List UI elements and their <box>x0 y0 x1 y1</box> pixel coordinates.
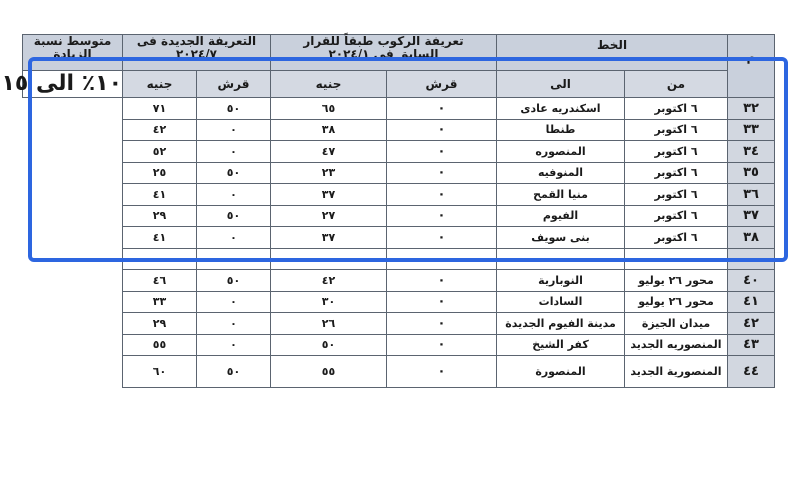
fare-rows <box>23 98 775 388</box>
new-pound: ٤١ <box>123 227 197 249</box>
new-qirsh <box>197 248 271 270</box>
route-to: مدينة الفيوم الجديدة <box>497 313 625 335</box>
new-pound: ٤٢ <box>123 119 197 141</box>
route-from: المنصورية الجديد <box>625 356 728 388</box>
header-old-fare-line2: السابق فى ٢٠٢٤/١ <box>328 47 439 61</box>
header-new-fare-line1: التعريفة الجديدة فى <box>136 34 257 48</box>
new-qirsh: ٠ <box>197 227 271 249</box>
new-pound: ٢٩ <box>123 205 197 227</box>
new-qirsh: ٠ <box>197 291 271 313</box>
table-row <box>23 334 775 356</box>
new-pound: ٥٢ <box>123 141 197 163</box>
route-from: ٦ اكتوبر <box>625 119 728 141</box>
table-row <box>23 119 775 141</box>
old-qirsh: ٠ <box>387 291 497 313</box>
route-from: ٦ اكتوبر <box>625 98 728 120</box>
old-pound: ٣٧ <box>271 184 387 206</box>
route-to: المنوفيه <box>497 162 625 184</box>
old-qirsh: ٠ <box>387 334 497 356</box>
old-pound: ٢٧ <box>271 205 387 227</box>
new-qirsh: ٠ <box>197 184 271 206</box>
row-number: ٤٤ <box>728 356 775 388</box>
route-from <box>625 248 728 270</box>
old-pound: ٢٦ <box>271 313 387 335</box>
old-qirsh: ٠ <box>387 141 497 163</box>
route-to: اسكندريه عادى <box>497 98 625 120</box>
row-number: ٣٨ <box>728 227 775 249</box>
old-qirsh: ٠ <box>387 184 497 206</box>
route-from: ٦ اكتوبر <box>625 184 728 206</box>
new-pound <box>123 248 197 270</box>
route-to: طنطا <box>497 119 625 141</box>
route-to: المنصورة <box>497 356 625 388</box>
route-from: ميدان الجيزة <box>625 313 728 335</box>
old-pound: ٣٧ <box>271 227 387 249</box>
table-row <box>23 184 775 206</box>
route-to <box>497 248 625 270</box>
row-number: ٤٣ <box>728 334 775 356</box>
header-row-number <box>728 35 775 98</box>
new-qirsh: ٥٠ <box>197 205 271 227</box>
old-qirsh: ٠ <box>387 162 497 184</box>
new-qirsh: ٥٠ <box>197 162 271 184</box>
old-qirsh: ٠ <box>387 356 497 388</box>
old-pound: ٤٢ <box>271 270 387 292</box>
new-qirsh: ٥٠ <box>197 98 271 120</box>
table-row-obscured <box>23 248 775 270</box>
route-to: كفر الشيخ <box>497 334 625 356</box>
new-pound: ٢٥ <box>123 162 197 184</box>
fare-table-container <box>1 34 774 388</box>
row-number: ٤٢ <box>728 313 775 335</box>
header-row-number-label: م <box>746 50 756 64</box>
fare-table <box>1 34 775 388</box>
header-line-label: الخط <box>596 38 628 52</box>
table-row <box>23 313 775 335</box>
old-pound: ٢٣ <box>271 162 387 184</box>
old-pound: ٥٥ <box>271 356 387 388</box>
old-qirsh: ٠ <box>387 227 497 249</box>
table-row <box>23 270 775 292</box>
old-qirsh: ٠ <box>387 313 497 335</box>
new-pound: ٢٩ <box>123 313 197 335</box>
table-row <box>23 162 775 184</box>
subheader-from: من <box>625 71 728 98</box>
old-qirsh: ٠ <box>387 98 497 120</box>
new-qirsh: ٠ <box>197 334 271 356</box>
header-old-fare-line1: تعريفة الركوب طبقاً للقرار <box>303 34 464 48</box>
row-number: ٣٣ <box>728 119 775 141</box>
new-qirsh: ٠ <box>197 141 271 163</box>
row-number <box>728 248 775 270</box>
new-qirsh: ٠ <box>197 119 271 141</box>
new-qirsh: ٥٠ <box>197 356 271 388</box>
route-from: ٦ اكتوبر <box>625 162 728 184</box>
old-qirsh: ٠ <box>387 270 497 292</box>
old-pound: ٣٠ <box>271 291 387 313</box>
new-pound: ٦٠ <box>123 356 197 388</box>
old-qirsh: ٠ <box>387 119 497 141</box>
new-pound: ٧١ <box>123 98 197 120</box>
row-number: ٣٥ <box>728 162 775 184</box>
route-to: المنصوره <box>497 141 625 163</box>
subheader-old-qirsh: قرش <box>387 71 497 98</box>
route-to: السادات <box>497 291 625 313</box>
row-number: ٣٧ <box>728 205 775 227</box>
header-new-fare <box>123 35 271 71</box>
route-from: ٦ اكتوبر <box>625 141 728 163</box>
header-avg-line2: الزيادة <box>53 47 92 61</box>
new-qirsh: ٠ <box>197 313 271 335</box>
subheader-new-pound: جنيه <box>123 71 197 98</box>
route-from: محور ٢٦ يوليو <box>625 270 728 292</box>
old-pound: ٥٠ <box>271 334 387 356</box>
table-row <box>23 205 775 227</box>
route-from: المنصوريه الجديد <box>625 334 728 356</box>
subheader-new-qirsh: قرش <box>197 71 271 98</box>
new-pound: ٥٥ <box>123 334 197 356</box>
table-row <box>23 98 775 120</box>
table-row <box>23 227 775 249</box>
table-row <box>23 291 775 313</box>
row-number: ٣٢ <box>728 98 775 120</box>
subheader-to: الى <box>497 71 625 98</box>
increase-range-cell <box>1 71 123 98</box>
header-new-fare-line2: ٢٠٢٤/٧ <box>175 47 217 61</box>
route-to: بنى سويف <box>497 227 625 249</box>
new-pound: ٤٦ <box>123 270 197 292</box>
old-pound: ٤٧ <box>271 141 387 163</box>
route-from: ٦ اكتوبر <box>625 227 728 249</box>
new-qirsh: ٥٠ <box>197 270 271 292</box>
increase-range-text: ١٠٪ الى ١٥ <box>1 71 122 96</box>
row-number: ٤٠ <box>728 270 775 292</box>
row-number: ٣٤ <box>728 141 775 163</box>
old-pound: ٣٨ <box>271 119 387 141</box>
header-avg-increase <box>23 35 123 71</box>
table-row <box>23 141 775 163</box>
new-pound: ٣٣ <box>123 291 197 313</box>
old-pound: ٦٥ <box>271 98 387 120</box>
old-pound <box>271 248 387 270</box>
route-from: ٦ اكتوبر <box>625 205 728 227</box>
route-to: منيا القمح <box>497 184 625 206</box>
table-row <box>23 356 775 388</box>
old-qirsh <box>387 248 497 270</box>
header-line <box>497 35 728 71</box>
subheader-old-pound: جنيه <box>271 71 387 98</box>
row-number: ٤١ <box>728 291 775 313</box>
old-qirsh: ٠ <box>387 205 497 227</box>
new-pound: ٤١ <box>123 184 197 206</box>
route-to: النوبارية <box>497 270 625 292</box>
row-number: ٣٦ <box>728 184 775 206</box>
route-to: الفيوم <box>497 205 625 227</box>
header-avg-line1: متوسط نسبة <box>33 34 112 48</box>
route-from: محور ٢٦ يوليو <box>625 291 728 313</box>
header-old-fare <box>271 35 497 71</box>
